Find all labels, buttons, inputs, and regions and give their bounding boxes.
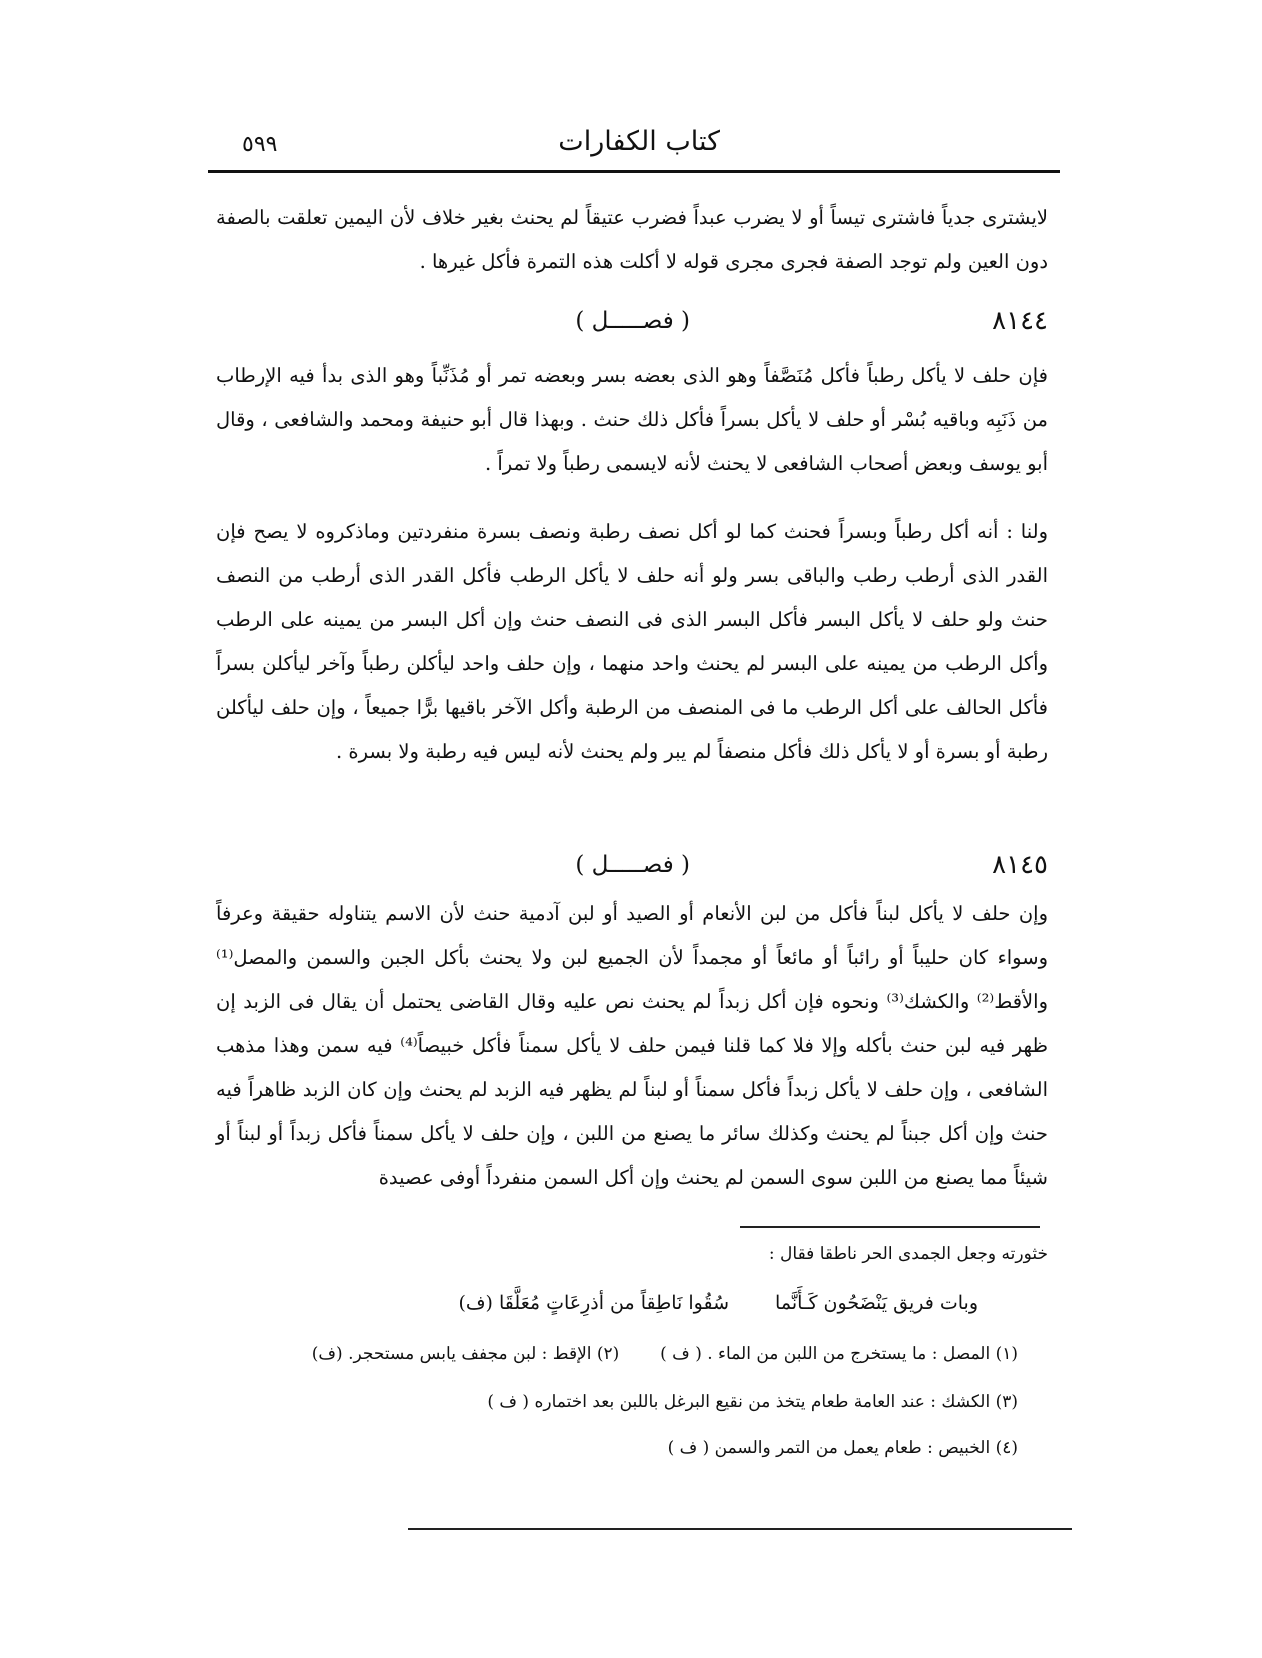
footnote-3: (٣) الكشك : عند العامة طعام يتخذ من نقيع البرغل باللبن بعد اختماره ( ف ): [487, 1392, 1018, 1412]
header-divider: [208, 170, 1060, 173]
footnote-3-row: [216, 1392, 1048, 1412]
footnote-divider: [740, 1226, 1040, 1228]
footnote-1: (١) المصل : ما يستخرج من اللبن من الماء . ( ف ): [660, 1344, 1018, 1364]
section-heading-8144: [216, 306, 1048, 346]
verse-second-hemistich: سُقُوا نَاطِقاً من أذرِعَاتٍ مُعَلَّقَا (ف): [458, 1292, 729, 1314]
footnote-verse: [216, 1292, 1048, 1314]
verse-first-hemistich: وبات فريق يَنْضَحُون كَـأَنَّما: [775, 1292, 978, 1314]
footnote-continuation: خثورته وجعل الجمدى الحر ناطقا فقال :: [768, 1244, 1048, 1264]
footnote-2: (٢) الإقط : لبن مجفف يابس مستحجر. (ف): [311, 1344, 620, 1364]
paragraph-1: لايشترى جدياً فاشترى تيساً أو لا يضرب عبداً فضرب عتيقاً لم يحنث بغير خلاف لأن اليمين تعلقت بالصفة دون العين ولم توجد الصفة فجرى مجرى قوله لا أكلت هذه التمرة فأكل غيرها .: [216, 206, 1048, 273]
paragraph-2: فإن حلف لا يأكل رطباً فأكل مُنَصَّفاً وهو الذى بعضه بسر وبعضه تمر أو مُذَنِّباً وهو الذى بدأ فيه الإرطاب من ذَنَبِه وباقيه بُسْر أو حلف لا يأكل بسراً فأكل ذلك حنث . وبهذا قال أبو حنيفة ومحمد والشافعى ، وقال أبو يوسف وبعض أصحاب الشافعى لا يحنث لأنه لايسمى رطباً ولا تمراً .: [216, 364, 1048, 475]
footnote-4-row: [216, 1438, 1048, 1458]
section-number: ٨١٤٥: [992, 850, 1048, 880]
page-number: ٥٩٩: [242, 132, 278, 157]
bottom-divider: [408, 1528, 1072, 1530]
footnotes-1-2: [216, 1344, 1048, 1364]
section-title: ( فصـــــل ): [575, 308, 690, 334]
section-title: ( فصـــــل ): [575, 852, 690, 878]
paragraph-3: ولنا : أنه أكل رطباً وبسراً فحنث كما لو أكل نصف رطبة ونصف بسرة منفردتين وماذكروه لا يصح فإن القدر الذى أرطب رطب والباقى بسر ولو أنه حلف لا يأكل الرطب فأكل القدر الذى أرطب من النصف حنث ولو حلف لا يأكل البسر فأكل البسر الذى فى النصف حنث وإن أكل البسر من يمينه على الرطب وأكل الرطب من يمينه على البسر لم يحنث واحد منهما ، وإن حلف واحد ليأكلن رطباً وآخر ليأكلن بسراً فأكل الحالف على أكل الرطب ما فى المنصف من الرطبة وأكل الآخر باقيها برًّا جميعاً ، وإن حلف ليأكلن رطبة أو بسرة أو لا يأكل ذلك فأكل منصفاً لم يبر ولم يحنث لأنه ليس فيه رطبة ولا بسرة .: [216, 520, 1048, 763]
section-number: ٨١٤٤: [992, 306, 1048, 336]
footnote-4: (٤) الخبيص : طعام يعمل من التمر والسمن ( ف ): [667, 1438, 1018, 1458]
page-title: كتاب الكفارات: [558, 126, 720, 157]
section-heading-8145: [216, 850, 1048, 890]
paragraph-4: وإن حلف لا يأكل لبناً فأكل من لبن الأنعام أو الصيد أو لبن آدمية حنث لأن الاسم يتناوله حقيقة وعرفاً وسواء كان حليباً أو رائباً أو مائعاً أو مجمداً لأن الجميع لبن ولا يحنث بأكل الجبن والسمن والمصل⁽¹⁾ والأقط⁽²⁾ والكشك⁽³⁾ ونحوه فإن أكل زبداً لم يحنث نص عليه وقال القاضى يحتمل أن يقال فى الزبد إن ظهر فيه لبن حنث بأكله وإلا فلا كما قلنا فيمن حلف لا يأكل سمناً فأكل خبيصاً⁽⁴⁾ فيه سمن وهذا مذهب الشافعى ، وإن حلف لا يأكل زبداً فأكل سمناً أو لبناً لم يظهر فيه الزبد لم يحنث وإن كان الزبد ظاهراً فيه حنث وإن أكل جبناً لم يحنث وكذلك سائر ما يصنع من اللبن ، وإن حلف لا يأكل سمناً فأكل زبداً أو لبناً أو شيئاً مما يصنع من اللبن سوى السمن لم يحنث وإن أكل السمن منفرداً أوفى عصيدة: [216, 902, 1048, 1189]
page-header: [208, 126, 1060, 174]
